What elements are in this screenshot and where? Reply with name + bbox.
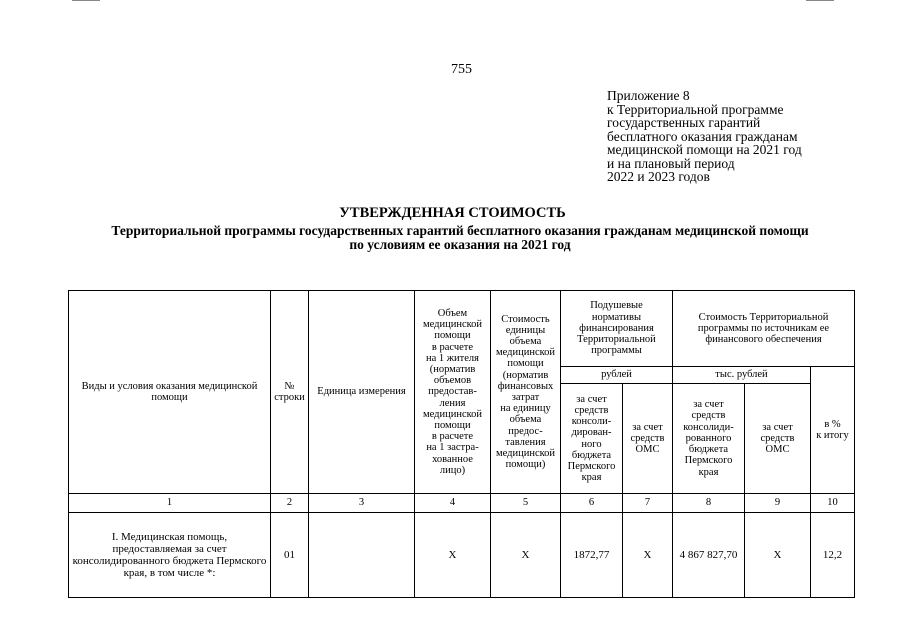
document-subtitle: [60, 224, 860, 251]
header-volume-line: лицо): [439, 464, 466, 476]
column-number: 5: [491, 494, 561, 513]
header-unit-cost-line: затрат: [511, 392, 540, 403]
header-oms-line: за счет: [632, 421, 663, 433]
header-rubles: рублей: [561, 367, 673, 384]
header-regional-budget-line: Пермского: [567, 460, 616, 472]
header-unit-cost-line: на единицу: [500, 403, 551, 415]
column-number: 1: [69, 494, 271, 513]
row-unit-cost: Х: [491, 513, 561, 598]
appendix-line: 2022 и 2023 годов: [607, 169, 710, 184]
row-name: I. Медицинская помощь, предоставляемая за счет консолидированного бюджета Пермского края, в том числе *:: [69, 513, 271, 598]
table-row: [69, 513, 855, 598]
appendix-line: бесплатного оказания гражданам: [607, 128, 798, 144]
header-total-cost-line: финансового обеспечения: [705, 334, 822, 346]
header-oms-line: за счет: [762, 421, 793, 433]
header-volume-line: на 1 застра-: [426, 442, 479, 454]
header-volume-line: Объем: [437, 307, 468, 319]
top-edge-line-left: [72, 0, 100, 1]
header-regional-budget-line: средств: [574, 404, 609, 416]
page-number: 755: [451, 62, 472, 77]
header-unit-cost-line: медицинской: [495, 448, 556, 460]
subtitle-line: Территориальной программы государственных гарантий бесплатного оказания гражданам медицинской помощи: [111, 223, 809, 238]
header-volume-line: на 1 жителя: [426, 352, 479, 364]
header-unit-cost-line: тавления: [505, 436, 546, 448]
column-number: 8: [673, 494, 745, 513]
header-regional-budget-line: ного: [581, 438, 602, 450]
header-volume-line: помощи: [434, 330, 471, 342]
header-unit-cost-line: помощи): [505, 459, 546, 471]
header-consolidated-budget: [673, 384, 745, 494]
appendix-note: [607, 89, 802, 184]
header-volume-line: предостав-: [428, 386, 477, 398]
row-cost-oms: Х: [745, 513, 811, 598]
header-oms-line: средств: [630, 432, 665, 444]
header-total-cost: [673, 291, 855, 367]
header-volume-line: ления: [439, 397, 466, 409]
header-consolidated-budget-line: бюджета: [688, 444, 729, 456]
header-unit-cost-line: Стоимость: [501, 313, 550, 325]
row-per-capita-oms: Х: [623, 513, 673, 598]
header-consolidated-budget-line: средств: [691, 410, 726, 422]
header-pct: [811, 367, 855, 494]
header-volume: [415, 291, 491, 494]
header-volume-line: объемов: [433, 375, 472, 387]
header-volume-line: медицинской: [422, 319, 483, 331]
subtitle-line: по условиям ее оказания на 2021 год: [349, 236, 571, 252]
appendix-line: Приложение 8: [607, 88, 690, 103]
row-per-capita-budget: 1872,77: [561, 513, 623, 598]
header-unit-cost-line: (норматив: [502, 369, 549, 381]
row-unit: [309, 513, 415, 598]
header-unit-cost-line: единицы: [505, 324, 546, 336]
header-volume-line: в расчете: [431, 341, 474, 353]
column-number: 9: [745, 494, 811, 513]
column-number: 7: [623, 494, 673, 513]
header-oms-per-capita: [623, 384, 673, 494]
header-total-cost-line: программы по источникам ее: [697, 322, 830, 334]
header-consolidated-budget-line: рованного: [685, 432, 732, 444]
header-per-capita-line: программы: [591, 345, 642, 357]
column-number: 4: [415, 494, 491, 513]
appendix-line: к Территориальной программе: [607, 101, 784, 117]
header-oms-line: ОМС: [765, 444, 790, 456]
header-volume-line: медицинской: [422, 408, 483, 420]
document-title: УТВЕРЖДЕННАЯ СТОИМОСТЬ: [339, 205, 566, 221]
header-regional-budget-line: консоли-: [571, 416, 612, 428]
header-per-capita-line: Подушевые: [590, 300, 643, 312]
appendix-line: медицинской помощи на 2021 год: [607, 142, 802, 157]
cost-table: [68, 290, 855, 598]
row-number: 01: [271, 513, 309, 598]
header-consolidated-budget-line: Пермского: [684, 455, 733, 467]
appendix-line: государственных гарантий: [607, 115, 761, 130]
column-number: 3: [309, 494, 415, 513]
header-unit-cost-line: финансовых: [497, 380, 554, 392]
header-regional-budget-line: за счет: [576, 393, 607, 405]
row-cost-budget: 4 867 827,70: [673, 513, 745, 598]
header-pct-line: в %: [824, 418, 841, 430]
column-number-row: [69, 494, 855, 513]
header-per-capita-line: Территориальной: [577, 334, 656, 346]
header-volume-line: в расчете: [431, 431, 474, 443]
header-unit-cost-line: объема: [509, 414, 542, 426]
header-types: Виды и условия оказания медицинской помощи: [69, 291, 271, 494]
column-number: 2: [271, 494, 309, 513]
header-volume-line: помощи: [434, 420, 471, 431]
header-unit: Единица измерения: [309, 291, 415, 494]
column-number: 10: [811, 494, 855, 513]
header-row-no: № строки: [271, 291, 309, 494]
header-unit-cost-line: предос-: [508, 425, 543, 437]
header-consolidated-budget-line: консолиди-: [683, 421, 734, 433]
header-unit-cost: [491, 291, 561, 494]
header-consolidated-budget-line: за счет: [693, 399, 724, 411]
header-unit-cost-line: медицинской: [495, 347, 556, 359]
header-unit-cost-line: помощи: [507, 358, 544, 370]
header-regional-budget-line: края: [581, 472, 602, 484]
header-per-capita-line: финансирования: [579, 322, 654, 334]
header-thousand-rubles: тыс. рублей: [673, 367, 811, 384]
header-regional-budget-line: дирован-: [571, 427, 612, 439]
header-pct-line: к итогу: [816, 430, 849, 441]
header-consolidated-budget-line: края: [698, 466, 719, 478]
header-regional-budget: [561, 384, 623, 494]
top-edge-line-right: [806, 0, 834, 1]
row-volume: Х: [415, 513, 491, 598]
appendix-line: и на плановый период: [607, 155, 735, 171]
header-per-capita: [561, 291, 673, 367]
header-oms-line: ОМС: [635, 444, 660, 456]
header-volume-line: хованное: [432, 453, 473, 465]
row-pct: 12,2: [811, 513, 855, 598]
header-total-cost-line: Стоимость Территориальной: [698, 311, 829, 323]
column-number: 6: [561, 494, 623, 513]
header-unit-cost-line: объема: [509, 335, 542, 347]
header-per-capita-line: нормативы: [591, 311, 642, 323]
header-oms-total: [745, 384, 811, 494]
header-regional-budget-line: бюджета: [571, 449, 612, 461]
header-volume-line: (норматив: [429, 363, 476, 375]
header-oms-line: средств: [760, 432, 795, 444]
